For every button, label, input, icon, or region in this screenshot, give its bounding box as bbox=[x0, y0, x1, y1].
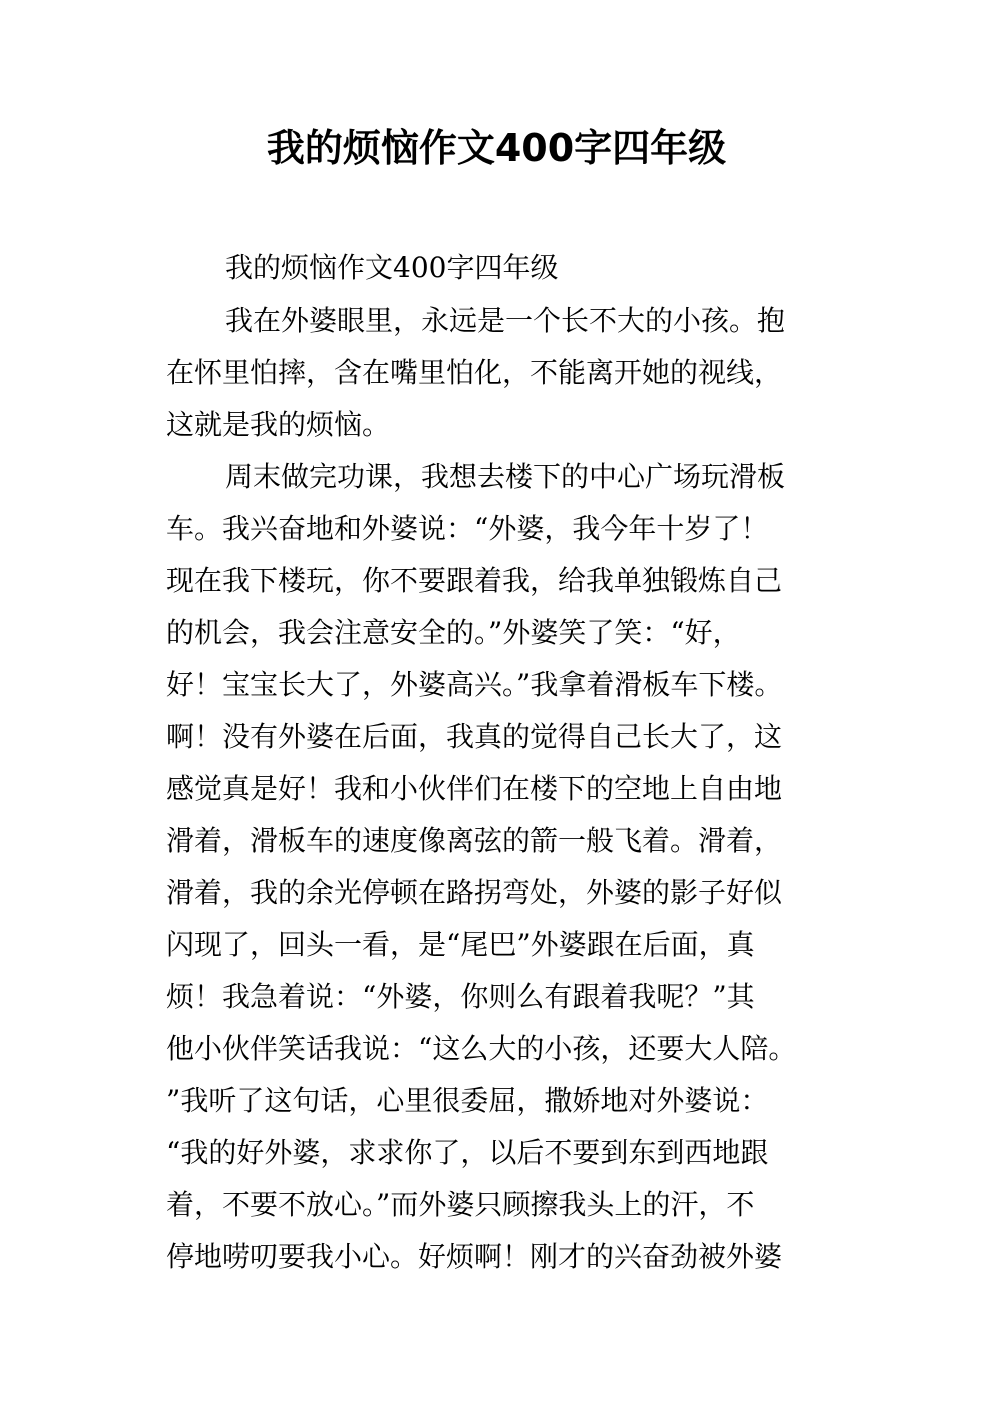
body-line: “我的好外婆，求求你了，以后不要到东到西地跟 bbox=[166, 1136, 769, 1169]
body-line: 着，不要不放心。”而外婆只顾擦我头上的汗，不 bbox=[166, 1188, 755, 1221]
subtitle-line: 我的烦恼作文400字四年级 bbox=[225, 251, 559, 284]
body-line: 的机会，我会注意安全的。”外婆笑了笑：“好， bbox=[166, 616, 741, 649]
document-title: 我的烦恼作文400字四年级 bbox=[266, 126, 727, 170]
body-line: 我在外婆眼里，永远是一个长不大的小孩。抱 bbox=[225, 304, 786, 337]
body-line: 啊！没有外婆在后面，我真的觉得自己长大了，这 bbox=[166, 720, 783, 753]
body-line: 好！宝宝长大了，外婆高兴。”我拿着滑板车下楼。 bbox=[166, 668, 783, 701]
body-line: 现在我下楼玩，你不要跟着我，给我单独锻炼自己 bbox=[166, 564, 783, 597]
body-line: 停地唠叨要我小心。好烦啊！刚才的兴奋劲被外婆 bbox=[166, 1240, 783, 1273]
body-line: 滑着，滑板车的速度像离弦的箭一般飞着。滑着， bbox=[166, 824, 783, 857]
body-line: 他小伙伴笑话我说：“这么大的小孩，还要大人陪。 bbox=[166, 1032, 797, 1065]
body-line: 这就是我的烦恼。 bbox=[166, 408, 391, 441]
body-line: 感觉真是好！我和小伙伴们在楼下的空地上自由地 bbox=[166, 772, 783, 805]
body-line: 闪现了，回头一看，是“尾巴”外婆跟在后面，真 bbox=[166, 928, 755, 961]
body-line: 烦！我急着说：“外婆，你则么有跟着我呢？”其 bbox=[166, 980, 755, 1013]
body-line: ”我听了这句话，心里很委屈，撒娇地对外婆说： bbox=[166, 1084, 769, 1117]
body-line: 在怀里怕摔，含在嘴里怕化，不能离开她的视线， bbox=[166, 356, 783, 389]
body-line: 周末做完功课，我想去楼下的中心广场玩滑板 bbox=[225, 460, 786, 493]
body-line: 车。我兴奋地和外婆说：“外婆，我今年十岁了！ bbox=[166, 512, 769, 545]
body-line: 滑着，我的余光停顿在路拐弯处，外婆的影子好似 bbox=[166, 876, 783, 909]
